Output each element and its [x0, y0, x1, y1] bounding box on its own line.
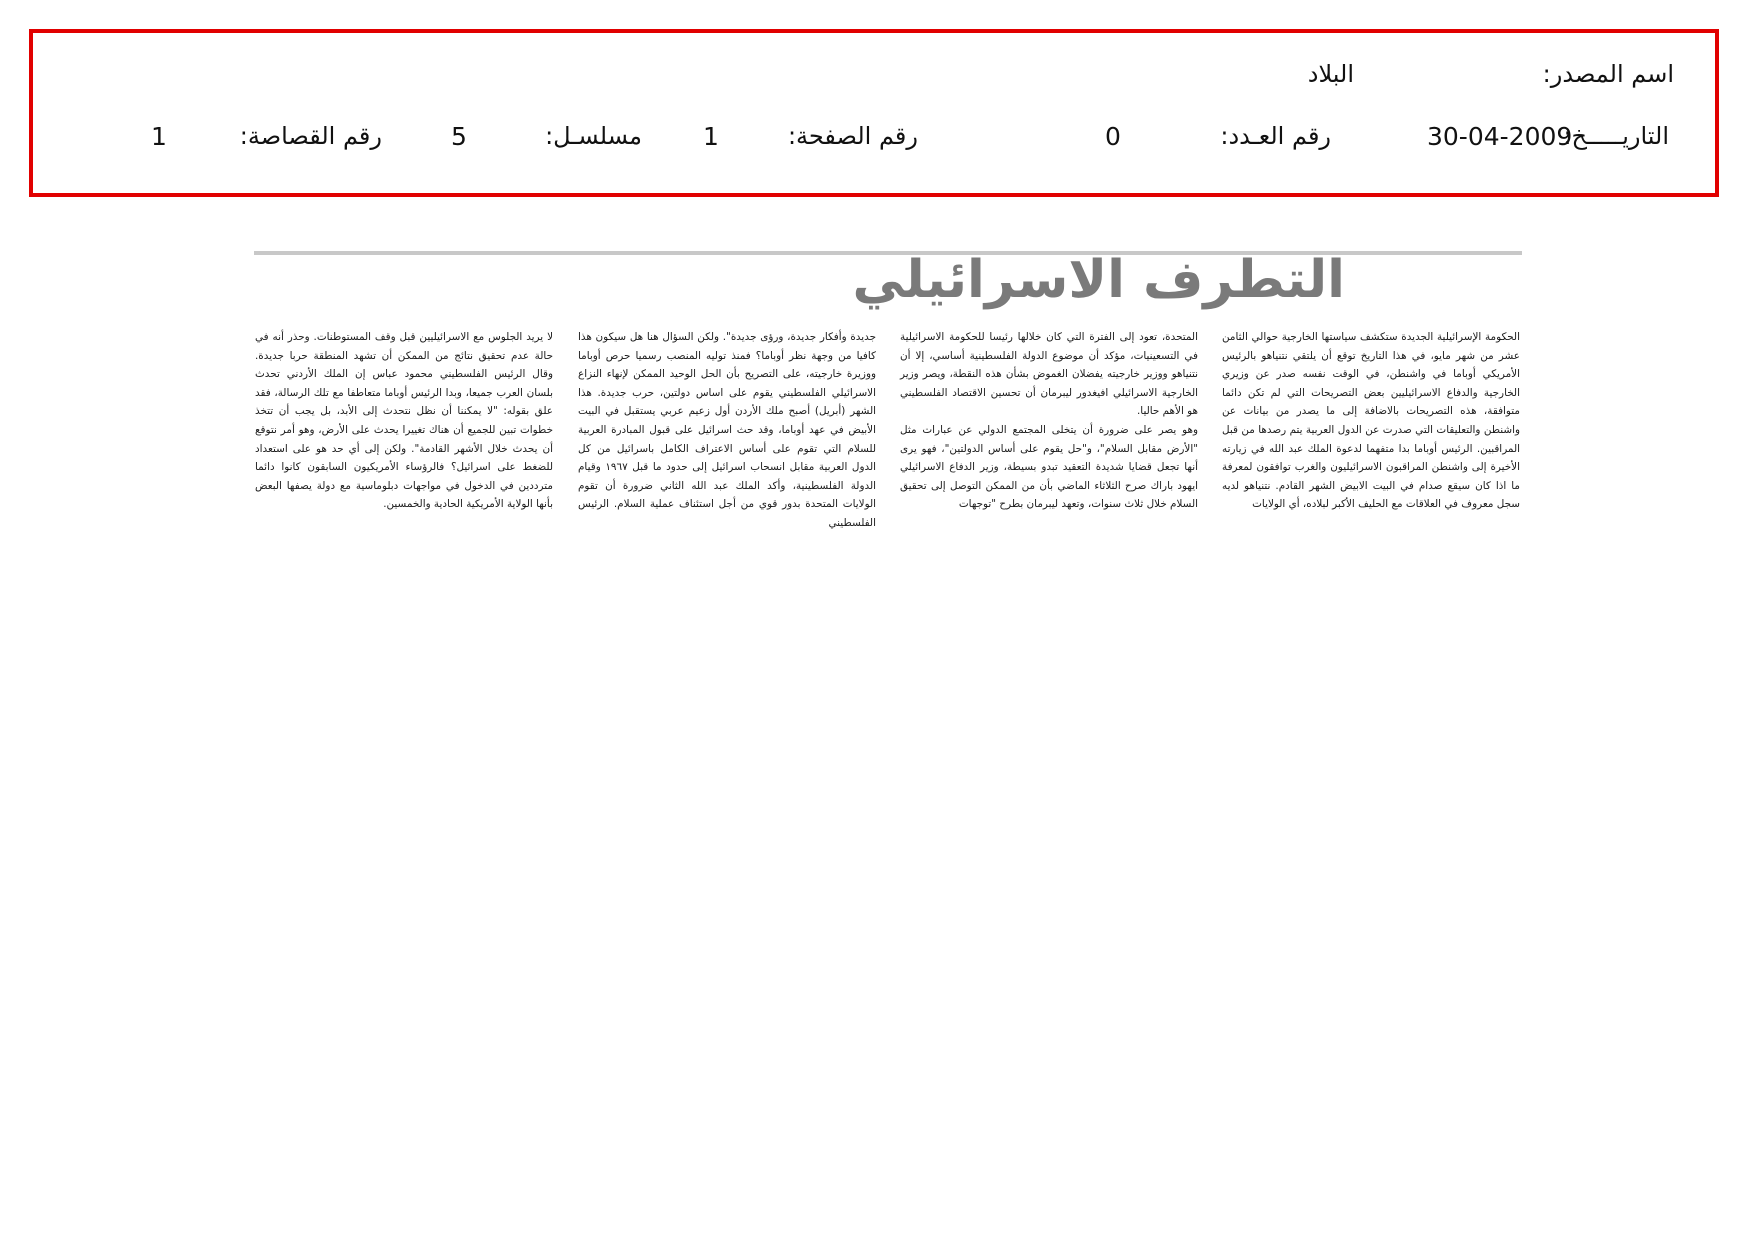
column-1-paragraph-1: الحكومة الإسرائيلية الجديدة ستكشف سياستها الخارجية حوالي الثامن عشر من شهر مايو، في هذا التاريخ توقع أن يلتقي نتنياهو بالرئيس الأمريكي أوباما في واشنطن، في الوقت نفسه صدر عن وزيري الخارجية والدفاع الاسرائيليين بعض التصريحات التي لم تكن دائما متوافقة، هذه التصريحات بالاضافة إلى ما يصدر من بيانات عن واشنطن والتعليقات التي صدرت عن الدول العربية يتم رصدها من قبل المراقبين. الرئيس أوباما بدا متفهما لدعوة الملك عبد الله في زيارته الأخيرة إلى واشنطن المراقبون الاسرائيليون والغرب توافقون لمعرفة ما اذا كان سيقع صدام في البيت الابيض الشهر القادم. نتنياهو لديه سجل معروف في العلاقات مع الحليف الأكبر لبلاده، أي الولايات: [1222, 331, 1520, 511]
source-value: البلاد: [1307, 60, 1354, 88]
column-2-paragraph-2: وهو يصر على ضرورة أن يتخلى المجتمع الدولي عن عبارات مثل "الأرض مقابل السلام"، و"حل يقوم على أساس الدولتين"، فهو يرى أنها تجعل قضايا شديدة التعقيد تبدو بسيطة، وزير الدفاع الاسرائيلي ايهود باراك صرح الثلاثاء الماضي بأن من الممكن التوصل إلى تحقيق السلام خلال ثلاث سنوات، وتعهد ليبرمان بطرح "توجهات: [900, 423, 1198, 511]
metadata-box: [29, 29, 1719, 197]
source-label: اسم المصدر:: [1542, 60, 1674, 88]
column-3-paragraph-1: جديدة وأفكار جديدة، ورؤى جديدة". ولكن السؤال هنا هل سيكون هذا كافيا من وجهة نظر أوباما؟ فمنذ توليه المنصب رسميا حرص أوباما ووزيرة خارجيته، على التصريح بأن الحل الوحيد الممكن لإنهاء النزاع الاسرائيلي الفلسطيني يقوم على اساس دولتين، حرب جديدة. هذا الشهر (أبريل) أصبح ملك الأردن أول زعيم عربي يستقبل في البيت الأبيض في عهد أوباما، وقد حث اسرائيل على قبول المبادرة العربية للسلام التي تقوم على أساس الاعتراف الكامل باسرائيل من كل الدول العربية مقابل انسحاب اسرائيل إلى حدود ما قبل ١٩٦٧ وقيام الدولة الفلسطينية، وأكد الملك عبد الله الثاني ضرورة أن تقوم الولايات المتحدة بدور قوي من أجل استئناف عملية السلام. الرئيس الفلسطيني: [578, 331, 876, 529]
issue-label: رقم العـدد:: [1220, 122, 1331, 150]
column-2-paragraph-1: المتحدة، تعود إلى الفترة التي كان خلالها رئيسا للحكومة الاسرائيلية في التسعينيات، مؤكد أن موضوع الدولة الفلسطينية أساسي، إلا أن نتنياهو ووزير خارجيته يفضلان الغموض بشأن هذه النقطة، ويصر وزير الخارجية الاسرائيلي افيغدور ليبرمان أن تحسين الاقتصاد الفلسطيني هو الأهم حاليا.: [900, 331, 1198, 418]
column-4-paragraph-1: لا يريد الجلوس مع الاسرائيليين قبل وقف المستوطنات. وحذر أنه في حالة عدم تحقيق نتائج من الممكن أن تشهد المنطقة حربا جديدة. وقال الرئيس الفلسطيني محمود عباس إن الملك الأردني تحدث بلسان العرب جميعا، وبدا الرئيس أوباما متعاطفا مع تلك الرسالة، فقد علق بقوله: "لا يمكننا أن نظل نتحدث إلى الأبد، بل يجب أن تتخذ خطوات تبين للجميع أن هناك تغييرا يحدث على الأرض، وهو أمر نتوقع أن يحدث خلال الأشهر القادمة". ولكن إلى أي حد هو على استعداد للضغط على اسرائيل؟ فالرؤساء الأمريكيون السابقون كانوا دائما مترددين في الدخول في مواجهات دبلوماسية مع دولة يصفها البعض بأنها الولاية الأمريكية الحادية والخمسين.: [255, 331, 553, 511]
page-label: رقم الصفحة:: [787, 122, 918, 150]
serial-value: 5: [451, 122, 467, 151]
date-label: التاريـــــخ:: [1563, 122, 1669, 150]
article-column-2: [900, 328, 1198, 514]
article-column-4: [255, 328, 553, 514]
article-column-3: [578, 328, 876, 533]
page-value: 1: [703, 122, 719, 151]
article-headline: التطرف الاسرائيلي: [852, 250, 1345, 310]
clipping-label: رقم القصاصة:: [239, 122, 382, 150]
date-value: 30-04-2009: [1427, 122, 1573, 151]
clipping-value: 1: [151, 122, 167, 151]
serial-label: مسلسـل:: [545, 122, 642, 150]
issue-value: 0: [1105, 122, 1121, 151]
article-column-1: [1222, 328, 1520, 514]
